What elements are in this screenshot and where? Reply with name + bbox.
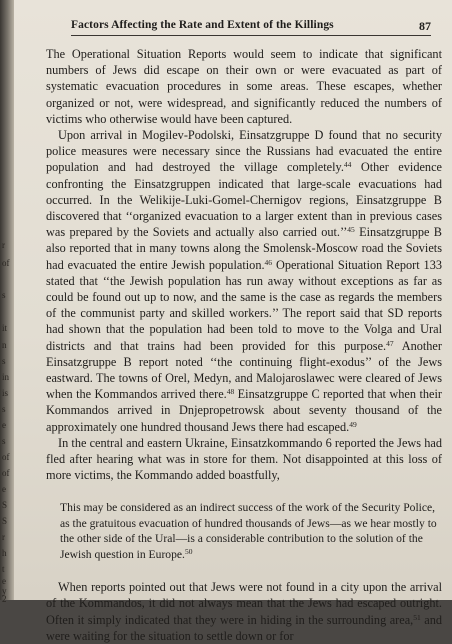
margin-fragment: 2 — [2, 594, 7, 604]
margin-fragment: of — [2, 258, 10, 268]
paragraph-4 — [46, 579, 442, 644]
margin-fragment: y — [2, 586, 7, 596]
margin-fragment: s — [2, 356, 6, 366]
paragraph-text: The Operational Situation Reports would seem to indicate that significant numbers of Jews did escape on their own or were evacuated as part of systematic evacuation procedures in some areas. These escapes, whether organized or not, were widespread, and significantly reduced the numbers of victims who otherwise would have been captured. — [46, 47, 442, 126]
page-body — [46, 46, 442, 644]
paragraph-text: When reports pointed out that Jews were not found in a city upon the arrival of the Kommandos, it did not always mean that the Jews had escaped outright. Often it simply indicated that they were in hiding in the surrounding area, — [46, 580, 442, 627]
paragraph-text: and were waiting for the situation to settle down or for — [46, 612, 442, 643]
margin-fragment: n — [2, 340, 7, 350]
page-number: 87 — [419, 19, 431, 33]
previous-page-edge — [0, 0, 14, 604]
footnote-ref: 50 — [184, 546, 193, 556]
paragraph-text: Other evidence confronting the Einsatzgruppen indicated that large-scale evacuations had occurred. In the Welikije-Luki-Gomel-Chernigov regions, Einsatzgruppe B discovered that ‘‘organized evacuation to a larger extent than in previous cases was prepared by the Soviets and actually also carried out.’’ — [46, 160, 442, 240]
footnote-ref: 44 — [343, 160, 352, 170]
margin-fragment: S — [2, 500, 8, 510]
paragraph-text: Einsatzgruppe C reported that when their Kommandos arrived in Dnjepropetrowsk about seventy thousand of the approximately one hundred thousand Jews there had escaped. — [46, 387, 442, 434]
paragraph-text: Upon arrival in Mogilev-Podolski, Einsatzgruppe D found that no security police measures were necessary since the Russians had evacuated the entire population and had destroyed the village completely. — [46, 128, 442, 175]
margin-fragment: S — [2, 516, 8, 526]
paragraph-2 — [46, 127, 442, 435]
paragraph-1 — [46, 46, 442, 127]
margin-fragment: s — [2, 404, 6, 414]
margin-fragment: e — [2, 484, 6, 494]
quote-text: This may be considered as an indirect success of the work of the Security Police, as the gratuitous evacuation of hundred thousands of Jews—as we hear mostly to the other side of the Ural—is a considerable contribution to the solution of the Jewish question in Europe. — [60, 501, 437, 561]
footnote-ref: 49 — [349, 419, 357, 429]
footnote-ref: 47 — [386, 338, 394, 348]
running-header-title: Factors Affecting the Rate and Extent of the Killings — [71, 19, 334, 31]
footnote-ref: 51 — [413, 612, 421, 622]
footnote-ref: 45 — [347, 225, 355, 235]
footnote-ref: 48 — [226, 387, 235, 397]
margin-fragment: h — [2, 548, 7, 558]
margin-fragment: e — [2, 420, 6, 430]
margin-fragment: t — [2, 564, 5, 574]
margin-fragment: it — [2, 323, 8, 333]
margin-fragment: in — [2, 372, 10, 382]
margin-fragment: s — [2, 290, 6, 300]
margin-fragment: of — [2, 468, 10, 478]
paragraph-text: Operational Situation Report 133 stated that ‘‘the Jewish population has run away without exceptions as far as could be found out up to now, and the same is the case as regards the members of the communist party and skilled workers.’’ The report said that SD reports had shown that the population had been told to move to the Volga and Ural districts and that trains had been provided for this purpose. — [46, 257, 442, 353]
footnote-ref: 46 — [264, 257, 273, 267]
margin-fragment: r — [2, 240, 5, 250]
paragraph-3 — [46, 435, 442, 484]
margin-fragment: r — [2, 532, 5, 542]
margin-fragment: e — [2, 576, 6, 586]
margin-fragment: is — [2, 388, 9, 398]
book-page — [14, 0, 452, 643]
paragraph-text: Another Einsatzgruppe B report noted ‘‘the continuing flight-exodus’’ of the Jews eastward. The towns of Orel, Medyn, and Malojaroslawec were cleared of Jews when the Kommandos arrived there. — [46, 338, 442, 402]
paragraph-text: In the central and eastern Ukraine, Einsatzkommando 6 reported the Jews had fled after hearing what was in store for them. Not disappointed at this loss of more victims, the Kommando added boastfully, — [46, 435, 442, 483]
block-quote — [60, 500, 442, 562]
paragraph-text: Einsatzgruppe B also reported that in many towns along the Smolensk-Moscow road the Soviets had evacuated the entire Jewish population. — [46, 225, 442, 272]
margin-fragment: of — [2, 452, 10, 462]
running-header — [71, 19, 431, 36]
margin-fragment: s — [2, 436, 6, 446]
